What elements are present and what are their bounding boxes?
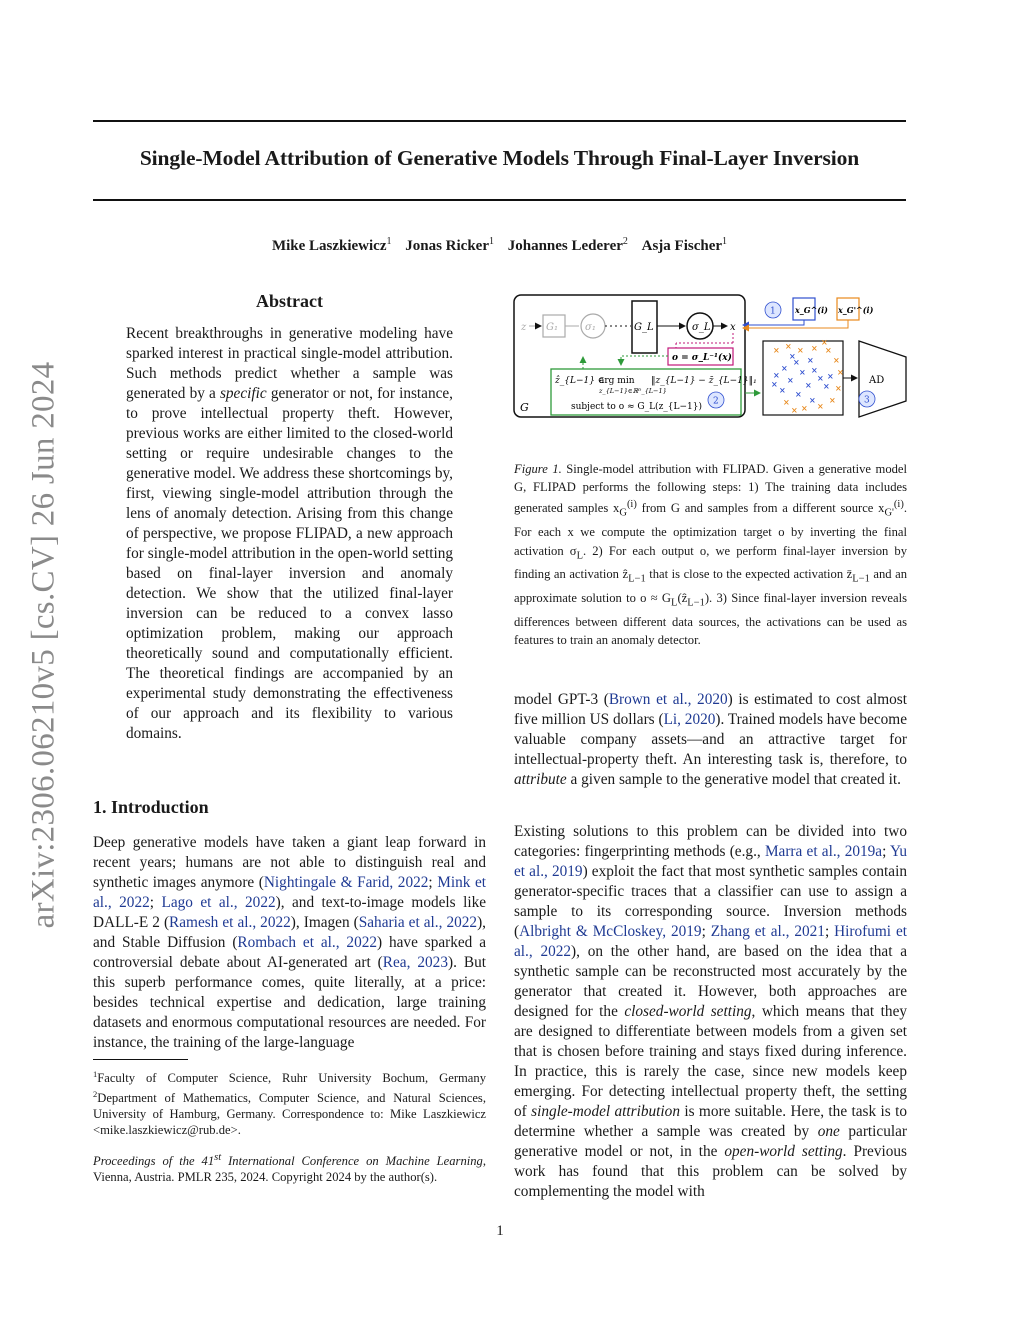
step-1-label: 1 bbox=[770, 306, 776, 317]
scatter-point: × bbox=[783, 397, 790, 407]
author: Mike Laszkiewicz$^1$ bbox=[271, 236, 392, 254]
opt-lhs: ẑ_{L−1} ∈ bbox=[555, 376, 605, 386]
scatter-point: × bbox=[833, 355, 840, 365]
feature-scatter-points bbox=[771, 337, 844, 415]
scatter-point: × bbox=[779, 385, 786, 395]
title-rule-bottom bbox=[93, 199, 906, 201]
citation-link[interactable]: Albright & McCloskey, 2019 bbox=[519, 923, 702, 940]
layer-g1-label: G₁ bbox=[546, 322, 558, 333]
scatter-point: × bbox=[811, 365, 818, 375]
activation-sigmal-label: σ_L bbox=[692, 322, 711, 333]
author: Jonas Ricker$^1$ bbox=[405, 236, 494, 254]
scatter-point: × bbox=[807, 355, 814, 365]
output-x-label: x bbox=[730, 322, 736, 333]
scatter-point: × bbox=[825, 345, 832, 355]
paper-title: Single-Model Attribution of Generative Models Through Final-Layer Inversion bbox=[139, 146, 860, 170]
author: Johannes Lederer$^2$ bbox=[507, 236, 628, 254]
citation-link[interactable]: Rea, 2023 bbox=[382, 954, 448, 971]
citation-link[interactable]: Saharia et al., 2022 bbox=[358, 914, 478, 931]
scatter-point: × bbox=[805, 380, 812, 390]
step-2-label: 2 bbox=[713, 396, 719, 407]
citation-link[interactable]: Brown et al., 2020 bbox=[608, 691, 728, 708]
opt-argmin: arg min bbox=[599, 376, 635, 386]
scatter-point: × bbox=[785, 341, 792, 351]
figure-1-caption: Figure 1. Single-model attribution with FLIPAD. Given a generative model G, FLIPAD performs the following steps: 1) The training data includes generated samples $x_G^{(i)}$ from G and samples from a different source $x_{G'}^{(i)}$. For each x we compute the optimization target o by inverting the final activation $\sigma_L$. 2) For each output o, we perform final-layer inversion by finding an activation ẑ$_{L-1}$ that is close to the expected activation $z̄_{L-1}$ and an approximate solution to $o \approx G_L(ẑ_{L-1})$. 3) Since final-layer inversion reveals differences between different data sources, the activations can be used as features to train an anomaly detector. bbox=[514, 462, 908, 647]
affiliation-footnote: $^1$Faculty of Computer Science, Ruhr University Bochum, Germany $^2$Department of Mathematics, Computer Science, and Natural Sciences, University of Hamburg, Germany. Correspondence to: Mike Laszkiewicz <mike.laszkiewicz@rub.de>. bbox=[93, 1069, 486, 1138]
layer-gl-label: G_L bbox=[634, 322, 654, 333]
scatter-point: × bbox=[773, 345, 780, 355]
scatter-point: × bbox=[771, 379, 778, 389]
section-heading-introduction: 1. Introduction bbox=[93, 797, 209, 817]
scatter-point: × bbox=[787, 375, 794, 385]
scatter-point: × bbox=[781, 363, 788, 373]
citation-link[interactable]: Lago et al., 2022 bbox=[161, 894, 276, 911]
activation-sigma1-label: σ₁ bbox=[585, 322, 596, 333]
title-rule-top bbox=[93, 120, 906, 122]
arxiv-identifier-watermark: arXiv:2306.06210v5 [cs.CV] 26 Jun 2024 bbox=[25, 361, 62, 929]
scatter-point: × bbox=[795, 389, 802, 399]
citation-link[interactable]: Rombach et al., 2022 bbox=[237, 934, 378, 951]
scatter-point: × bbox=[817, 373, 824, 383]
scatter-point: × bbox=[789, 351, 796, 361]
step-3-label: 3 bbox=[864, 395, 870, 406]
scatter-point: × bbox=[811, 343, 818, 353]
intro-paragraph: Existing solutions to this problem can be divided into two categories: fingerprinting methods (e.g., Marra et al., 2019a; Yu et al., 2019) exploit the fact that most synthetic samples contain generator-specific traces that a classifier can use to assign a sample to its corresponding source. Inversion methods (Albright & McCloskey, 2019; Zhang et al., 2021; Hirofumi et al., 2022), on the other hand, are based on the idea that a synthetic sample can be reconstructed most accurately by the generator that created it. However, both approaches are designed for the closed-world setting, which means that they are designed to differentiate between models from a given set that is chosen before training and stays fixed during inference. In practice, this is rarely the case, since new models keep emerging. For detecting intellectual property theft, the setting of single-model attribution is more suitable. Here, the task is to determine whether a sample was created by one particular generative model or not, in the open-world setting. Previous work has found that this problem can be solved by complementing the model with bbox=[514, 823, 908, 1200]
intro-paragraph: Deep generative models have taken a giant leap forward in recent years; humans are not able to distinguish real and synthetic images anymore (Nightingale & Farid, 2022; Mink et al., 2022; Lago et al., 2022), and text-to-image models like DALL-E 2 (Ramesh et al., 2022), Imagen (Saharia et al., 2022), and Stable Diffusion (Rombach et al., 2022) have sparked a controversial debate about AI-generated art (Rea, 2023). But this superb performance comes, quite literally, at a price: besides technical expertise and dedication, large training datasets and enormous computational resources are needed. For instance, the training of the large-language bbox=[93, 834, 487, 1051]
citation-link[interactable]: Li, 2020 bbox=[663, 711, 716, 728]
opt-constraint: subject to o ≈ G_L(z_{L−1}) bbox=[571, 402, 703, 412]
inversion-target-label: o = σ_L⁻¹(x) bbox=[672, 353, 732, 363]
scatter-point: × bbox=[821, 337, 828, 347]
opt-norm: ‖z_{L−1} − z̄_{L−1}‖₁ bbox=[651, 376, 757, 386]
footnote-divider bbox=[93, 1059, 188, 1060]
generator-label: G bbox=[520, 401, 529, 414]
citation-link[interactable]: Mink et al., 2022 bbox=[93, 874, 486, 911]
author-list bbox=[93, 236, 906, 255]
citation-link[interactable]: Marra et al., 2019a bbox=[764, 843, 883, 860]
scatter-point: × bbox=[801, 403, 808, 413]
scatter-point: × bbox=[797, 345, 804, 355]
scatter-point: × bbox=[799, 367, 806, 377]
scatter-point: × bbox=[829, 395, 836, 405]
intro-paragraph: model GPT-3 (Brown et al., 2020) is estimated to cost almost five million US dollars (Li, 2020). Trained models have become valuable company assets—and an attractive target for intellectual-property theft. An interesting task is, therefore, to attribute a given sample to the generative model that created it. bbox=[514, 691, 907, 788]
sample-xg-label: x_G^(i) bbox=[795, 305, 828, 315]
scatter-point: × bbox=[835, 383, 842, 393]
scatter-point: × bbox=[791, 405, 798, 415]
citation-link[interactable]: Zhang et al., 2021 bbox=[710, 923, 825, 940]
author: Asja Fischer$^1$ bbox=[641, 236, 728, 254]
citation-link[interactable]: Nightingale & Farid, 2022 bbox=[263, 874, 429, 891]
abstract-heading: Abstract bbox=[256, 291, 323, 311]
scatter-point: × bbox=[793, 357, 800, 367]
citation-link[interactable]: Yu et al., 2019 bbox=[514, 843, 907, 880]
citation-link[interactable]: Ramesh et al., 2022 bbox=[169, 914, 291, 931]
scatter-point: × bbox=[809, 395, 816, 405]
scatter-point: × bbox=[827, 371, 834, 381]
citation-link[interactable]: Hirofumi et al., 2022 bbox=[514, 923, 908, 960]
abstract-text: Recent breakthroughs in generative modeling have sparked interest in practical single-model attribution. Such methods predict whether a sample was generated by a specific generator or not, for instance, to prove intellectual property theft. However, previous works are either limited to the closed-world setting or require undesirable changes to the generative model. We address these shortcomings by, first, viewing single-model attribution through the lens of anomaly detection. Arising from this change of perspective, we propose FLIPAD, a new approach for single-model attribution in the open-world setting based on final-layer inversion and anomaly detection. We show that the utilized final-layer inversion can be reduced to a convex lasso optimization problem, making our approach theoretically sound and computationally efficient. The theoretical findings are accompanied by an experimental study demonstrating the effectiveness of our approach and its flexibility to various domains. bbox=[126, 325, 454, 742]
scatter-point: × bbox=[837, 367, 844, 377]
figure-1-diagram bbox=[511, 293, 908, 423]
scatter-point: × bbox=[823, 381, 830, 391]
scatter-point: × bbox=[817, 401, 824, 411]
scatter-point: × bbox=[773, 370, 780, 380]
opt-subscript: z_{L−1}∈ℝᴰ_{L−1} bbox=[599, 387, 667, 395]
latent-z-label: z bbox=[521, 322, 527, 333]
proceedings-note: Proceedings of the 41st International Conference on Machine Learning, Vienna, Austria. PMLR 235, 2024. Copyright 2024 by the author(s). bbox=[93, 1152, 486, 1185]
sample-xgp-label: x_G'^(i) bbox=[838, 305, 874, 315]
anomaly-detector-label: AD bbox=[869, 375, 885, 386]
page-number: 1 bbox=[496, 1223, 504, 1239]
